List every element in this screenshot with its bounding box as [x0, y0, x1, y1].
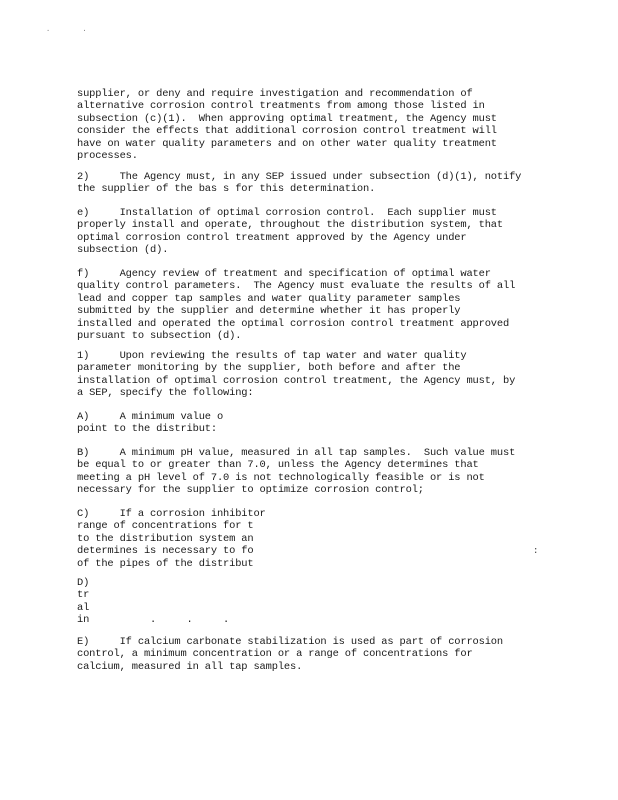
text-line: to the distribution system an: [77, 532, 254, 545]
text-line: processes.: [77, 150, 138, 163]
text-line: subsection (c)(1). When approving optimal treatment, the Agency must: [77, 112, 497, 125]
paragraph-e-installation: [77, 207, 537, 257]
text-line: range of concentrations for t: [77, 520, 254, 533]
paragraph-continuation: [77, 88, 537, 162]
text-line: E) If calcium carbonate stabilization is used as part of corrosion: [77, 636, 503, 648]
text-line: submitted by the supplier and determine whether it has properly: [77, 305, 461, 318]
text-line: supplier, or deny and require investigation and recommendation of: [77, 88, 473, 100]
text-line: installation of optimal corrosion control treatment, the Agency must, by: [77, 374, 516, 387]
text-line: parameter monitoring by the supplier, both before and after the: [77, 362, 461, 375]
text-line: in . . .: [77, 614, 230, 627]
text-line: properly install and operate, throughout the distribution system, that: [77, 219, 503, 232]
text-line: 1) Upon reviewing the results of tap water and water quality: [77, 350, 467, 362]
text-line: point to the distribut:: [77, 423, 217, 436]
paragraph-C: [77, 508, 537, 570]
text-line: be equal to or greater than 7.0, unless the Agency determines that: [77, 459, 479, 472]
text-line: installed and operated the optimal corrosion control treatment approved: [77, 317, 510, 330]
text-line: pursuant to subsection (d).: [77, 330, 242, 343]
text-line: tr: [77, 589, 90, 602]
paragraph-f1: [77, 350, 537, 400]
text-line: optimal corrosion control treatment approved by the Agency under: [77, 231, 467, 244]
text-line: a SEP, specify the following:: [77, 387, 254, 400]
speck-2: .: [82, 26, 87, 34]
text-line: necessary for the supplier to optimize corrosion control;: [77, 484, 424, 497]
text-line: al: [77, 601, 90, 614]
text-line: A) A minimum value o: [77, 411, 224, 423]
text-line: quality control parameters. The Agency must evaluate the results of all: [77, 280, 516, 293]
text-line: D): [77, 577, 90, 589]
text-line: the supplier of the bas s for this determination.: [77, 183, 376, 196]
text-line: f) Agency review of treatment and specification of optimal water: [77, 268, 491, 280]
text-line: e) Installation of optimal corrosion control. Each supplier must: [77, 207, 497, 219]
text-line: alternative corrosion control treatments from among those listed in: [77, 100, 485, 113]
text-line: 2) The Agency must, in any SEP issued under subsection (d)(1), notify: [77, 171, 522, 183]
text-line: subsection (d).: [77, 244, 169, 257]
text-line: C) If a corrosion inhibitor: [77, 508, 266, 520]
text-line: lead and copper tap samples and water quality parameter samples: [77, 292, 461, 305]
text-line: B) A minimum pH value, measured in all tap samples. Such value must: [77, 447, 516, 459]
paragraph-B: [77, 447, 537, 497]
text-line: consider the effects that additional corrosion control treatment will: [77, 125, 497, 138]
text-line: calcium, measured in all tap samples.: [77, 660, 303, 673]
text-line: meeting a pH level of 7.0 is not technologically feasible or is not: [77, 471, 485, 484]
paragraph-D: [77, 577, 537, 627]
text-line: of the pipes of the distribut: [77, 557, 254, 570]
paragraph-A: [77, 411, 537, 436]
paragraph-f-agency-review: [77, 268, 537, 342]
paragraph-E: [77, 636, 537, 673]
text-line: control, a minimum concentration or a range of concentrations for: [77, 648, 473, 661]
text-line: determines is necessary to fo: [77, 545, 254, 558]
scan-specks: [46, 26, 115, 34]
text-line: have on water quality parameters and on other water quality treatment: [77, 137, 497, 150]
speck-1: .: [46, 26, 51, 34]
stray-mark: :: [533, 546, 539, 556]
paragraph-d2: [77, 171, 537, 196]
